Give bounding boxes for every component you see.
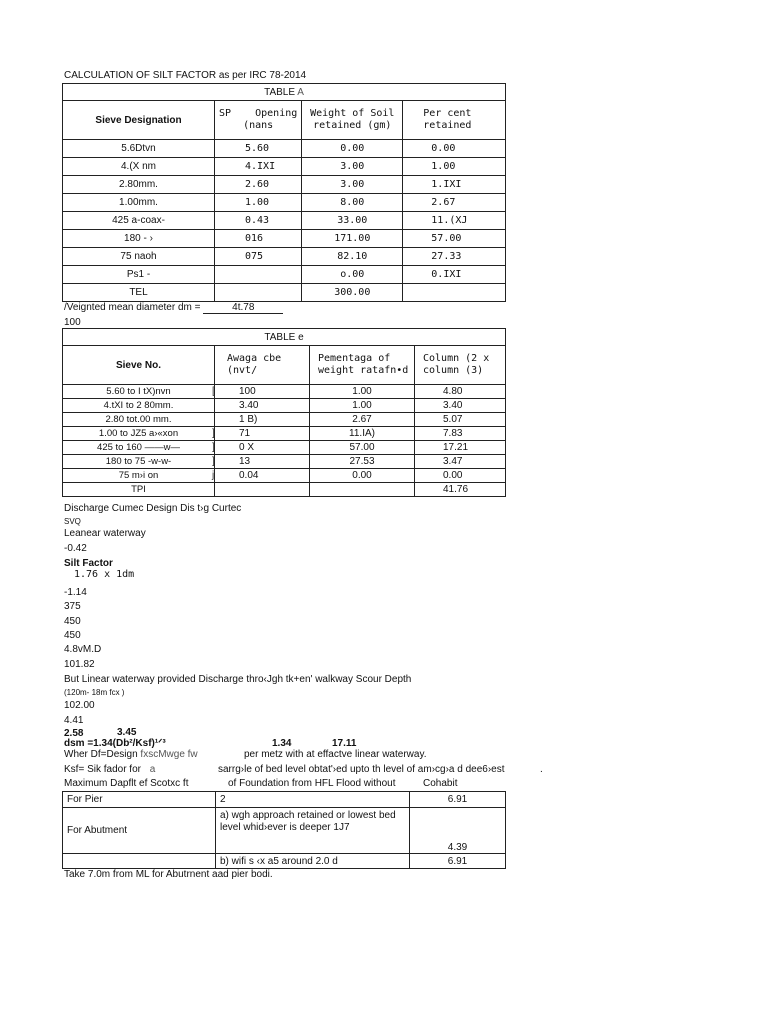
table-e-bracket: j: [212, 470, 215, 481]
table-e-cell: TPI: [63, 483, 215, 497]
value-neg-114: -1.14: [64, 587, 87, 598]
table-e-cell: 3.47: [415, 455, 506, 469]
table-a-cell: 82.10: [302, 248, 403, 266]
table-e-average-value: 71: [239, 428, 251, 439]
table-e-cell: 2.80 tot.00 mm.: [63, 413, 215, 427]
table-a-row: [63, 266, 506, 284]
table-e-cell: 4.80: [415, 385, 506, 399]
scour-table: [62, 791, 506, 869]
table-e-caption: TABLE e: [63, 329, 506, 346]
table-a-cell: 8.00: [302, 194, 403, 212]
pier-mid: 2: [216, 792, 410, 808]
table-e-cell: 7.83: [415, 427, 506, 441]
table-e-cell: [212, 469, 310, 483]
table-a-cell: 2.67: [403, 194, 506, 212]
table-a-row: [63, 158, 506, 176]
value-1711: 17.11: [332, 738, 357, 749]
table-a-cell: 1.00: [403, 158, 506, 176]
table-a-cell: 3.00: [302, 158, 403, 176]
table-a-cell: 171.00: [302, 230, 403, 248]
ksf-line: Ksf= Sik fador for a: [64, 764, 156, 775]
table-a-cell: 5.6Dtvn: [63, 140, 215, 158]
value-450-a: 450: [64, 616, 81, 627]
table-e: [62, 328, 506, 497]
table-a-cell: 2.60: [215, 176, 302, 194]
table-e-cell: 11.IA): [310, 427, 415, 441]
table-a-cell: 33.00: [302, 212, 403, 230]
max-depth-line-rest: of Foundation from HFL Flood without: [228, 778, 396, 789]
table-a-cell: [403, 284, 506, 302]
value-10182: 101.82: [64, 659, 95, 670]
table-e-average-value: 100: [239, 386, 256, 397]
table-a-cell: 11.(XJ: [403, 212, 506, 230]
table-e-cell: [215, 483, 310, 497]
table-e-bracket: ]: [212, 442, 215, 453]
table-e-cell: 75 m›i on: [63, 469, 215, 483]
table-a-cell: 0.00: [403, 140, 506, 158]
table-a-row: [63, 212, 506, 230]
table-e-average-value: 13: [239, 456, 251, 467]
table-e-row: [63, 483, 506, 497]
value-134: 1.34: [272, 738, 292, 749]
table-e-average-value: 3.40: [239, 400, 259, 411]
value-450-b: 450: [64, 630, 81, 641]
table-e-average-value: 0 X: [239, 442, 255, 453]
silt-factor-formula: 1.76 x 1dm: [74, 569, 135, 580]
take-note: Take 7.0m from ML for Abutrnent aad pier bodi.: [64, 869, 273, 880]
table-a: [62, 83, 506, 302]
table-e-cell: 2.67: [310, 413, 415, 427]
table-e-cell: [310, 483, 415, 497]
max-depth-line: Maximum Dapflt ef Scotxc ft: [64, 778, 189, 789]
table-e-header-percentage: Pementaga of weight ratafn•d: [310, 346, 415, 385]
table-a-header-opening: SP Opening (nans: [215, 101, 302, 140]
table-a-cell: 0.IXI: [403, 266, 506, 284]
abutment-label: For Abutment: [63, 808, 216, 854]
table-a-cell: 1.IXI: [403, 176, 506, 194]
cohabit-label: Cohabit: [423, 778, 458, 789]
where-line-rest: per metz with at effactve linear waterway.: [244, 749, 427, 760]
table-a-row: [63, 248, 506, 266]
table-e-header-column: Column (2 x column (3): [415, 346, 506, 385]
table-a-cell: 3.00: [302, 176, 403, 194]
table-e-row: [63, 469, 506, 483]
table-e-bracket: ]: [212, 456, 215, 467]
value-neg-042: -0.42: [64, 543, 87, 554]
page-title: CALCULATION OF SILT FACTOR as per IRC 78-2014: [64, 70, 307, 81]
table-e-cell: [215, 399, 310, 413]
table-a-header-weight: Weight of Soil retained (gm): [302, 101, 403, 140]
table-a-row: [63, 140, 506, 158]
table-e-cell: [212, 385, 310, 399]
value-10200: 102.00: [64, 700, 95, 711]
table-e-cell: 41.76: [415, 483, 506, 497]
linear-waterway-provided-line: But Linear waterway provided Discharge thro‹Jgh tk+en' walkway Scour Depth: [64, 674, 412, 685]
table-a-cell: 425 a-coax-: [63, 212, 215, 230]
table-e-row: [63, 427, 506, 441]
table-e-cell: 1.00: [310, 399, 415, 413]
table-a-cell: Ps1 -: [63, 266, 215, 284]
table-a-cell: 4.(X nm: [63, 158, 215, 176]
table-a-cell: 180 - ›: [63, 230, 215, 248]
value-345: 3.45: [117, 727, 137, 738]
table-e-cell: 3.40: [415, 399, 506, 413]
table-e-cell: 4.tXI to 2 80mm.: [63, 399, 215, 413]
table-e-bracket: ]: [212, 428, 215, 439]
table-e-average-value: [219, 484, 239, 495]
weighted-mean-line: /Veignted mean diameter dm = 4t.78: [64, 302, 283, 314]
table-e-header-sieve: Sieve No.: [63, 346, 215, 385]
table-a-row: [63, 176, 506, 194]
table-a-caption: TABLE A: [63, 84, 506, 101]
table-a-header-percent: Per cent retained: [403, 101, 506, 140]
pier-label: For Pier: [63, 792, 216, 808]
table-e-cell: 1.00: [310, 385, 415, 399]
value-48vmd: 4.8vM.D: [64, 644, 102, 655]
weighted-mean-value: 4t.78: [203, 302, 283, 314]
table-a-cell: 0.00: [302, 140, 403, 158]
table-e-average-value: 1 B): [239, 414, 258, 425]
pier-value: 6.91: [410, 792, 506, 808]
table-e-row: [63, 399, 506, 413]
table-a-row: [63, 194, 506, 212]
table-e-cell: 0.00: [310, 469, 415, 483]
table-e-cell: 17.21: [415, 441, 506, 455]
value-375: 375: [64, 601, 81, 612]
table-a-cell: 075: [215, 248, 302, 266]
table-a-cell: 1.00mm.: [63, 194, 215, 212]
abutment-condition-b-value: 6.91: [410, 854, 506, 869]
table-e-cell: 0.00: [415, 469, 506, 483]
abutment-condition-a: a) wgh approach retained or lowest bed level whid›ever is deeper 1J7: [216, 808, 410, 854]
table-a-cell: [215, 284, 302, 302]
table-e-row: [63, 413, 506, 427]
ksf-line-dot: .: [540, 764, 543, 775]
table-e-cell: 5.60 to I tX)nvn: [63, 385, 215, 399]
table-e-cell: [212, 427, 310, 441]
table-e-cell: 1.00 to JZ5 a›«xon: [63, 427, 215, 441]
table-a-cell: 300.00: [302, 284, 403, 302]
table-a-cell: 5.60: [215, 140, 302, 158]
dsm-formula: dsm =1.34(Db²/Ksf)¹ᐟ³: [64, 738, 166, 749]
table-e-average-value: 0.04: [239, 470, 259, 481]
table-a-cell: [215, 266, 302, 284]
table-e-cell: 27.53: [310, 455, 415, 469]
table-e-bracket: [: [212, 386, 215, 397]
discharge-line: Discharge Cumec Design Dis t›g Curtec: [64, 503, 242, 514]
table-e-cell: 57.00: [310, 441, 415, 455]
table-e-cell: [215, 413, 310, 427]
table-a-cell: TEL: [63, 284, 215, 302]
abutment-condition-b: b) wifi s ‹x a5 around 2.0 d: [216, 854, 410, 869]
table-a-cell: 016: [215, 230, 302, 248]
table-e-row: [63, 385, 506, 399]
weighted-mean-divisor: 100: [64, 317, 81, 328]
leanear-waterway-label: Leanear waterway: [64, 528, 146, 539]
table-e-cell: 425 to 160 ——w—: [63, 441, 215, 455]
value-441: 4.41: [64, 715, 84, 726]
where-line: Wher Df=Design fxscMwge fw: [64, 749, 198, 760]
table-e-header-average: Awaga cbe (nvt/: [215, 346, 310, 385]
table-a-cell: 27.33: [403, 248, 506, 266]
table-e-row: [63, 455, 506, 469]
table-a-cell: 0.43: [215, 212, 302, 230]
value-258: 2.58: [64, 728, 84, 739]
abutment-value: 4.39: [410, 808, 506, 854]
table-a-cell: 75 naoh: [63, 248, 215, 266]
table-a-header-sieve: Sieve Designation: [63, 101, 215, 140]
table-e-cell: 5.07: [415, 413, 506, 427]
table-a-cell: 2.80mm.: [63, 176, 215, 194]
table-a-row: [63, 230, 506, 248]
table-a-cell: o.00: [302, 266, 403, 284]
empty-cell: [63, 854, 216, 869]
table-a-row: [63, 284, 506, 302]
table-e-cell: [212, 441, 310, 455]
silt-factor-heading: Silt Factor: [64, 558, 113, 569]
small-note: (120m- 18m fcx ): [64, 688, 125, 697]
table-a-cell: 57.00: [403, 230, 506, 248]
svq-label: SVQ: [64, 517, 81, 526]
table-e-cell: [212, 455, 310, 469]
table-e-cell: 180 to 75 -w-w-: [63, 455, 215, 469]
table-a-cell: 4.IXI: [215, 158, 302, 176]
table-a-cell: 1.00: [215, 194, 302, 212]
ksf-line-rest: sarrg›le of bed level obtat'›ed upto th level of am›cg›a d dee6›est: [218, 764, 505, 775]
table-e-row: [63, 441, 506, 455]
